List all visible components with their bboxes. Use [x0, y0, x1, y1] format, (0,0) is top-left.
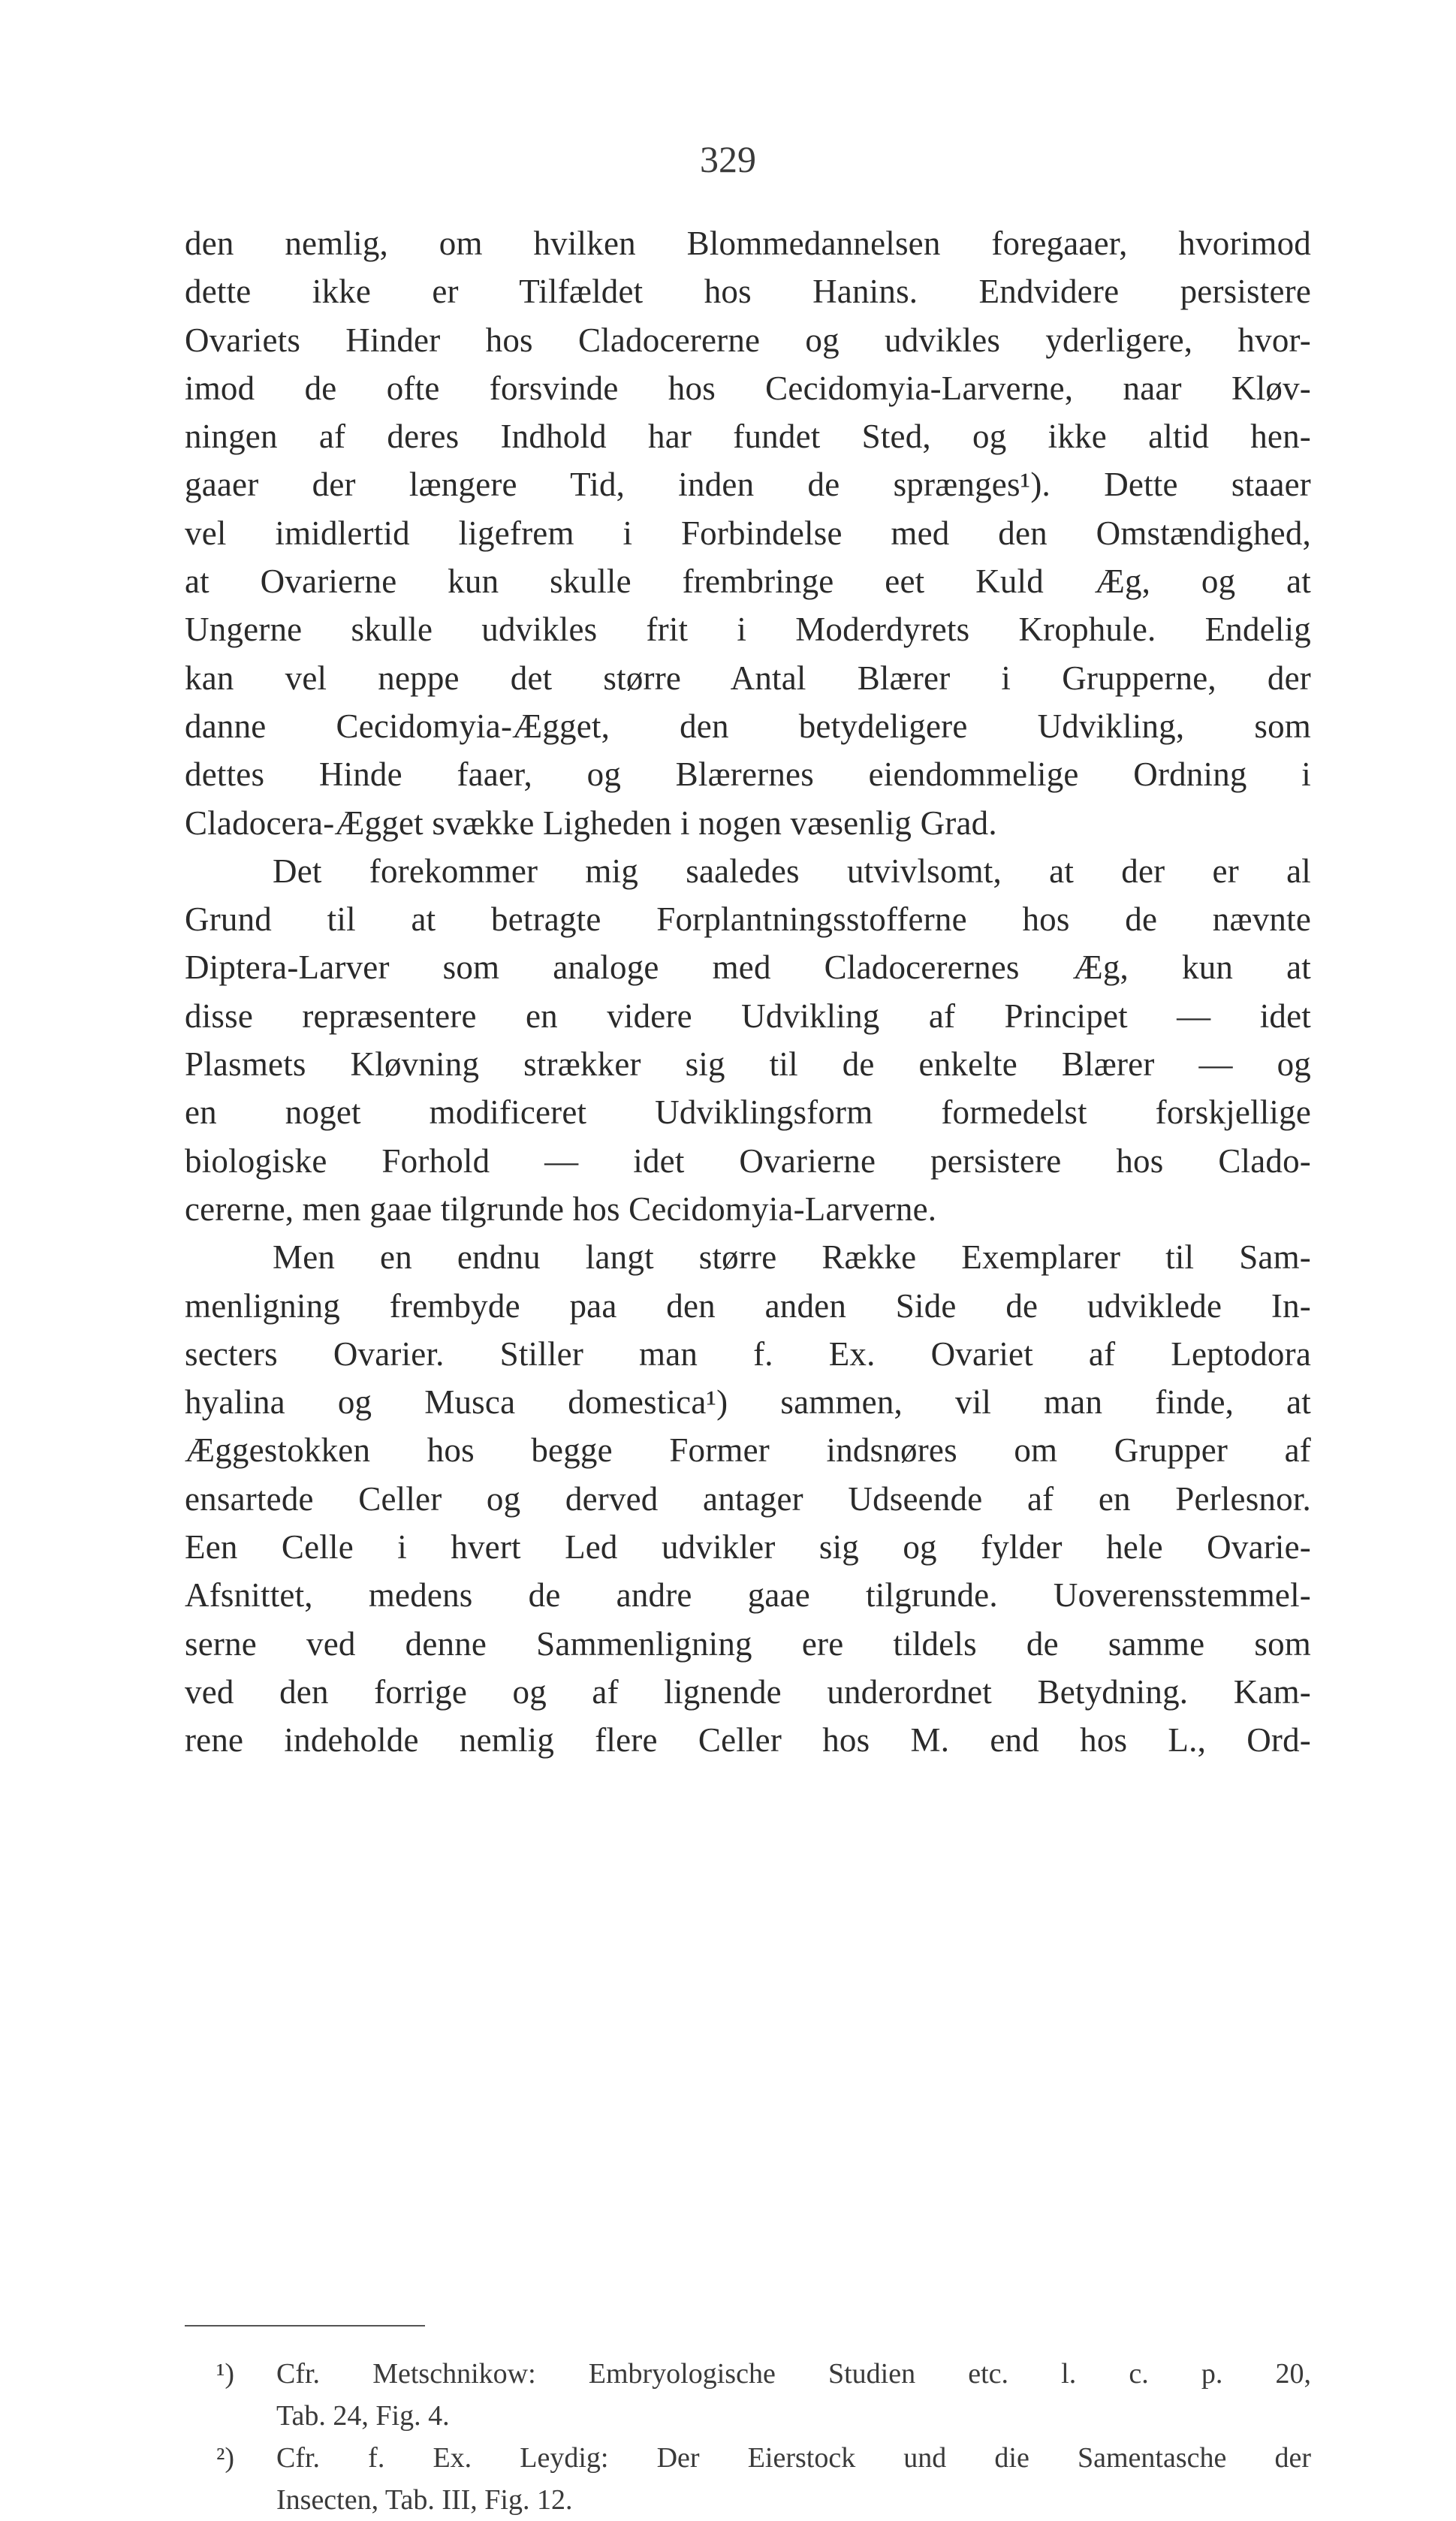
footnote-1-continuation: Tab. 24, Fig. 4. — [276, 2400, 450, 2432]
text-line: Diptera-Larver som analoge med Cladocerernes Æg, kun at — [185, 948, 1311, 987]
text-line: Afsnittet, medens de andre gaae tilgrunde. Uoverensstemmel- — [185, 1576, 1311, 1615]
footnote-marker: ²) — [216, 2442, 235, 2474]
text-line: serne ved denne Sammenligning ere tildels de samme som — [185, 1624, 1311, 1663]
text-line: gaaer der længere Tid, inden de sprænges¹). Dette staaer — [185, 466, 1311, 504]
text-line: ningen af deres Indhold har fundet Sted, og ikke altid hen- — [185, 418, 1311, 456]
footnote-text: Cfr. Metschnikow: Embryologische Studien etc. l. c. p. 20, — [276, 2358, 1311, 2390]
text-line: hyalina og Musca domestica¹) sammen, vil man finde, at — [185, 1383, 1311, 1422]
text-line: ved den forrige og af lignende underordnet Betydning. Kam- — [185, 1672, 1311, 1711]
text-line: danne Cecidomyia-Ægget, den betydeligere Udvikling, som — [185, 707, 1311, 745]
text-line: Æggestokken hos begge Former indsnøres om Grupper af — [185, 1431, 1311, 1470]
footnote-marker: ¹) — [216, 2358, 235, 2390]
footnote-divider — [185, 2325, 425, 2326]
text-line: cererne, men gaae tilgrunde hos Cecidomyia-Larverne. — [185, 1190, 937, 1228]
page-number: 329 — [700, 138, 756, 180]
text-line: disse repræsentere en videre Udvikling af Principet — idet — [185, 997, 1311, 1035]
text-line: kan vel neppe det større Antal Blærer i Grupperne, der — [185, 659, 1311, 697]
text-line: secters Ovarier. Stiller man f. Ex. Ovariet af Leptodora — [185, 1334, 1311, 1373]
text-line: ensartede Celler og derved antager Udseende af en Perlesnor. — [185, 1479, 1311, 1518]
text-line: at Ovarierne kun skulle frembringe eet Kuld Æg, og at — [185, 562, 1311, 601]
text-line: dette ikke er Tilfældet hos Hanins. Endvidere persistere — [185, 273, 1311, 311]
body-text — [185, 219, 1311, 1765]
text-line: Men en endnu langt større Række Exemplarer til Sam- — [273, 1238, 1311, 1277]
text-line: imod de ofte forsvinde hos Cecidomyia-Larverne, naar Kløv- — [185, 369, 1311, 407]
text-line: Ungerne skulle udvikles frit i Moderdyrets Krophule. Endelig — [185, 611, 1311, 649]
text-line: biologiske Forhold — idet Ovarierne persistere hos Clado- — [185, 1141, 1311, 1180]
footnote-1 — [185, 2353, 1311, 2395]
text-line: rene indeholde nemlig flere Celler hos M. end hos L., Ord- — [185, 1721, 1311, 1760]
text-line: vel imidlertid ligefrem i Forbindelse med den Omstændighed, — [185, 514, 1311, 552]
footnote-2-continuation: Insecten, Tab. III, Fig. 12. — [276, 2484, 573, 2516]
footnote-text: Cfr. f. Ex. Leydig: Der Eierstock und die Samentasche der — [276, 2442, 1311, 2474]
text-line: Een Celle i hvert Led udvikler sig og fylder hele Ovarie- — [185, 1528, 1311, 1567]
text-line: menligning frembyde paa den anden Side de udviklede In- — [185, 1286, 1311, 1325]
text-line: Cladocera-Ægget svække Ligheden i nogen væsenlig Grad. — [185, 804, 997, 842]
text-line: Ovariets Hinder hos Cladocererne og udvikles yderligere, hvor- — [185, 321, 1311, 359]
text-line: Det forekommer mig saaledes utvivlsomt, at der er al — [273, 852, 1311, 890]
footnote-2 — [185, 2437, 1311, 2479]
footnotes — [185, 2353, 1311, 2521]
text-line: den nemlig, om hvilken Blommedannelsen foregaaer, hvorimod — [185, 225, 1311, 262]
text-line: dettes Hinde faaer, og Blærernes eiendommelige Ordning i — [185, 755, 1311, 794]
text-line: Grund til at betragte Forplantningsstofferne hos de nævnte — [185, 900, 1311, 939]
text-line: en noget modificeret Udviklingsform formedelst forskjellige — [185, 1093, 1311, 1132]
text-line: Plasmets Kløvning strækker sig til de enkelte Blærer — og — [185, 1045, 1311, 1084]
